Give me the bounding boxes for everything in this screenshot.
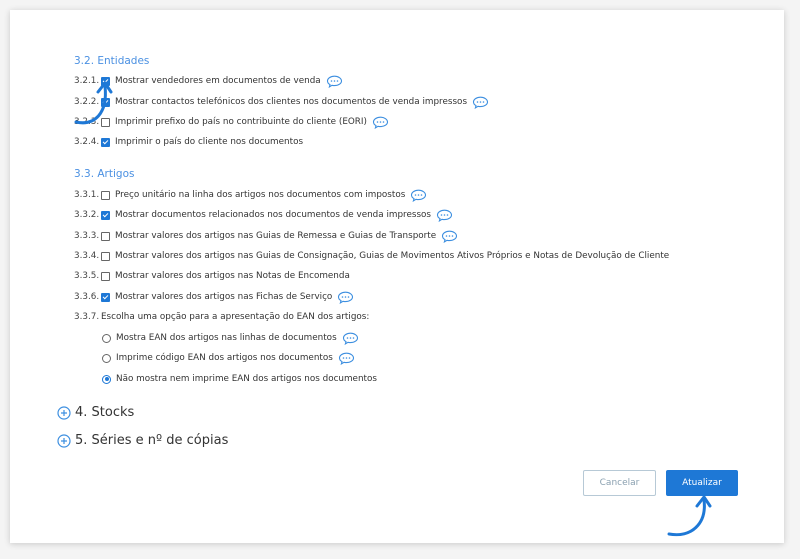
option-row-3-3-6	[74, 289, 354, 305]
option-label: Preço unitário na linha dos artigos nos documentos com impostos	[115, 190, 406, 200]
ean-radio-row-show	[102, 330, 359, 346]
option-number: 3.3.3.	[74, 231, 100, 241]
group-series-copies[interactable]	[57, 433, 228, 448]
radio-print-ean-code[interactable]	[102, 354, 111, 363]
cancel-button[interactable]: Cancelar	[583, 470, 656, 496]
option-label: Imprimir o país do cliente nos documentos	[115, 137, 304, 147]
option-row-3-3-2	[74, 207, 453, 223]
radio-label: Não mostra nem imprime EAN dos artigos nos documentos	[116, 374, 377, 384]
ean-radio-row-none	[102, 371, 377, 387]
option-number: 3.2.1.	[74, 76, 100, 86]
checkbox-print-client-country[interactable]	[101, 138, 110, 147]
option-row-3-3-1	[74, 187, 427, 203]
comment-icon[interactable]	[337, 291, 354, 304]
section-title-artigos: 3.3. Artigos	[74, 168, 135, 180]
option-label: Mostrar valores dos artigos nas Guias de Remessa e Guias de Transporte	[115, 231, 437, 241]
plus-circle-icon[interactable]	[57, 434, 71, 448]
ean-radio-row-print	[102, 350, 355, 366]
option-label: Mostrar valores dos artigos nas Guias de Consignação, Guias de Movimentos Ativos Próprios e Notas de Devolução de Cliente	[115, 251, 670, 261]
radio-label: Mostra EAN dos artigos nas linhas de documentos	[116, 333, 337, 343]
comment-icon[interactable]	[410, 189, 427, 202]
option-label: Mostrar contactos telefónicos dos clientes nos documentos de venda impressos	[115, 97, 468, 107]
option-number: 3.2.2.	[74, 97, 100, 107]
radio-label: Imprime código EAN dos artigos nos documentos	[116, 353, 333, 363]
option-number: 3.3.6.	[74, 292, 100, 302]
option-label: Mostrar valores dos artigos nas Fichas de Serviço	[115, 292, 333, 302]
checkbox-values-consignment-guides[interactable]	[101, 252, 110, 261]
option-row-3-3-3	[74, 228, 458, 244]
comment-icon[interactable]	[338, 352, 355, 365]
option-label: Mostrar vendedores em documentos de venda	[115, 76, 321, 86]
checkbox-values-order-notes[interactable]	[101, 272, 110, 281]
section-title-entidades: 3.2. Entidades	[74, 55, 150, 67]
option-row-3-2-3	[74, 114, 389, 130]
option-number: 3.3.2.	[74, 210, 100, 220]
group-label: 4. Stocks	[75, 405, 135, 420]
option-label: Mostrar valores dos artigos nas Notas de Encomenda	[115, 271, 350, 281]
update-button[interactable]: Atualizar	[666, 470, 738, 496]
checkbox-unit-price-with-tax[interactable]	[101, 191, 110, 200]
plus-circle-icon[interactable]	[57, 406, 71, 420]
comment-icon[interactable]	[441, 230, 458, 243]
radio-show-ean-lines[interactable]	[102, 334, 111, 343]
option-row-3-3-5	[74, 268, 350, 284]
option-row-3-2-4	[74, 134, 303, 150]
option-label: Mostrar documentos relacionados nos documentos de venda impressos	[115, 210, 432, 220]
option-number: 3.2.4.	[74, 137, 100, 147]
option-row-3-3-4	[74, 248, 669, 264]
group-stocks[interactable]	[57, 405, 134, 420]
annotation-arrow-icon	[70, 78, 120, 128]
comment-icon[interactable]	[436, 209, 453, 222]
checkbox-values-shipping-guides[interactable]	[101, 232, 110, 241]
option-number: 3.3.1.	[74, 190, 100, 200]
comment-icon[interactable]	[372, 116, 389, 129]
radio-no-ean[interactable]	[102, 375, 111, 384]
option-row-3-3-7	[74, 309, 369, 325]
comment-icon[interactable]	[326, 75, 343, 88]
option-label: Escolha uma opção para a apresentação do EAN dos artigos:	[101, 312, 370, 322]
checkbox-values-service-sheets[interactable]	[101, 293, 110, 302]
group-label: 5. Séries e nº de cópias	[75, 433, 229, 448]
option-number: 3.3.4.	[74, 251, 100, 261]
option-label: Imprimir prefixo do país no contribuinte do cliente (EORI)	[115, 117, 367, 127]
comment-icon[interactable]	[342, 332, 359, 345]
option-number: 3.3.7.	[74, 312, 100, 322]
option-row-3-2-2	[74, 94, 489, 110]
option-number: 3.3.5.	[74, 271, 100, 281]
annotation-arrow-icon	[665, 492, 715, 540]
comment-icon[interactable]	[472, 96, 489, 109]
option-number: 3.2.3.	[74, 117, 100, 127]
checkbox-related-documents[interactable]	[101, 211, 110, 220]
